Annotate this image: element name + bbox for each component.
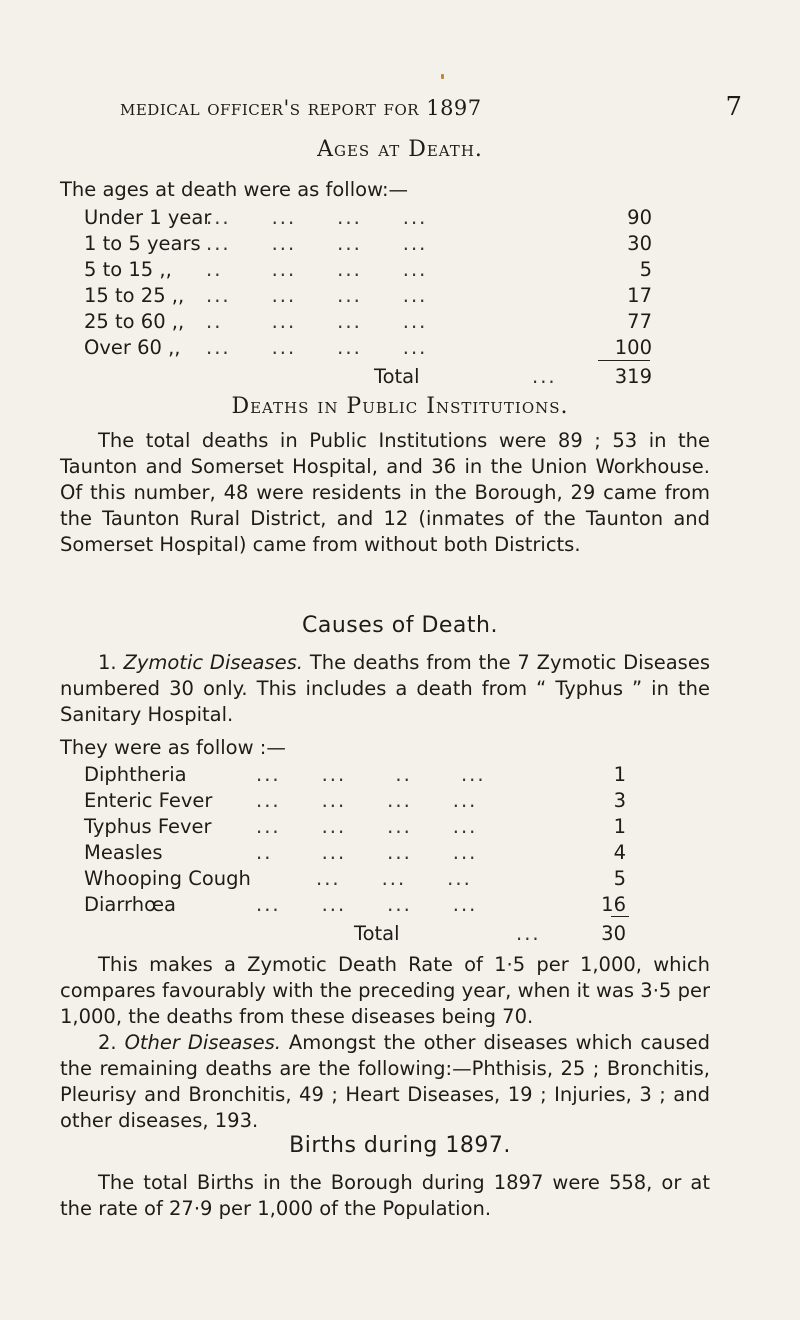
ages-row-value: 30 [627, 232, 652, 255]
ages-total-label: Total [374, 365, 420, 388]
leader-dots: ... ... ... ... [206, 232, 428, 255]
causes-row-label: Diphtheria [84, 763, 187, 786]
causes-row-value: 3 [613, 789, 626, 812]
zymotic-number: 1. [98, 651, 117, 674]
leader-dots: ... ... .. ... [256, 763, 486, 786]
zymotic-title: Zymotic Diseases. [123, 651, 303, 674]
follow-line: They were as follow :— [60, 736, 286, 759]
zymotic-text: The deaths from the 7 Zymotic Diseases numbered 30 only. This includes a death from “ Typhus ” in the Sanitary Hospital. [60, 651, 710, 726]
page-number: 7 [725, 92, 742, 122]
institutions-heading: Deaths in Public Institutions. [231, 394, 569, 419]
ages-total-row [84, 365, 684, 391]
ages-row-label: 15 to 25 ,, [84, 284, 185, 307]
ages-heading: Ages at Death. [317, 137, 483, 162]
leader-dots: ... [516, 922, 541, 945]
causes-row-label: Measles [84, 841, 163, 864]
ink-speck [441, 74, 444, 79]
causes-total-label: Total [354, 922, 400, 945]
other-text: Amongst the other diseases which caused the remaining deaths are the following:—Phthisis, 25 ; Bronchitis, Pleurisy and Bronchitis, 49 ; Heart Diseases, 19 ; Injuries, 3 ; and other diseases, 193. [60, 1031, 710, 1132]
ages-intro: The ages at death were as follow:— [60, 178, 409, 201]
causes-total-value: 30 [601, 922, 626, 945]
ages-row-value: 77 [627, 310, 652, 333]
other-title: Other Diseases. [124, 1031, 281, 1054]
ages-row-label: 25 to 60 ,, [84, 310, 185, 333]
ages-total-value: 319 [614, 365, 652, 388]
causes-row-label: Typhus Fever [84, 815, 212, 838]
ages-row-label: Over 60 ,, [84, 336, 181, 359]
leader-dots: ... ... ... ... [256, 893, 478, 916]
causes-total-row [84, 922, 684, 948]
leader-dots: .. ... ... ... [206, 310, 428, 333]
causes-heading: Causes of Death. [302, 613, 498, 638]
other-diseases-paragraph [60, 1030, 710, 1134]
causes-row-value: 1 [613, 763, 626, 786]
ages-row-value: 100 [614, 336, 652, 359]
ages-row-label: 1 to 5 years [84, 232, 201, 255]
ages-row-label: Under 1 year [84, 206, 212, 229]
leader-dots: .. ... ... ... [206, 258, 428, 281]
births-heading: Births during 1897. [289, 1133, 511, 1158]
causes-row-value: 16 [601, 893, 626, 916]
ages-row-value: 5 [639, 258, 652, 281]
leader-dots: ... ... ... ... [206, 336, 428, 359]
rate-paragraph: This makes a Zymotic Death Rate of 1·5 per 1,000, which compares favourably with the preceding year, when it was 3·5 per 1,000, the deaths from these diseases being 70. [60, 953, 710, 1028]
running-title: medical officer's report for 1897 [120, 96, 482, 120]
leader-dots: ... ... ... ... [256, 789, 478, 812]
ages-row-value: 17 [627, 284, 652, 307]
causes-row-value: 4 [613, 841, 626, 864]
ages-row-label: 5 to 15 ,, [84, 258, 172, 281]
leader-dots: ... ... ... ... [206, 206, 428, 229]
leader-dots: .. ... ... ... [256, 841, 478, 864]
total-rule [611, 916, 629, 917]
leader-dots: ... ... ... ... [206, 284, 428, 307]
causes-row-label: Whooping Cough [84, 867, 251, 890]
leader-dots: ... [532, 365, 557, 388]
zymotic-paragraph [60, 650, 710, 728]
leader-dots: ... ... ... ... [256, 815, 478, 838]
causes-row-value: 1 [613, 815, 626, 838]
births-paragraph: The total Births in the Borough during 1897 were 558, or at the rate of 27·9 per 1,000 of the Population. [60, 1171, 710, 1220]
institutions-paragraph: The total deaths in Public Institutions were 89 ; 53 in the Taunton and Somerset Hospital, and 36 in the Union Workhouse. Of this number, 48 were residents in the Borough, 29 came from the Taunton Rural District, and 12 (inmates of the Taunton and Somerset Hospital) came from without both Districts. [60, 429, 710, 556]
other-number: 2. [98, 1031, 117, 1054]
running-header [120, 92, 742, 122]
causes-row-value: 5 [613, 867, 626, 890]
causes-row-label: Enteric Fever [84, 789, 213, 812]
total-rule [598, 360, 650, 361]
leader-dots: ... ... ... [316, 867, 472, 890]
causes-row-label: Diarrhœa [84, 893, 176, 916]
ages-row-value: 90 [627, 206, 652, 229]
